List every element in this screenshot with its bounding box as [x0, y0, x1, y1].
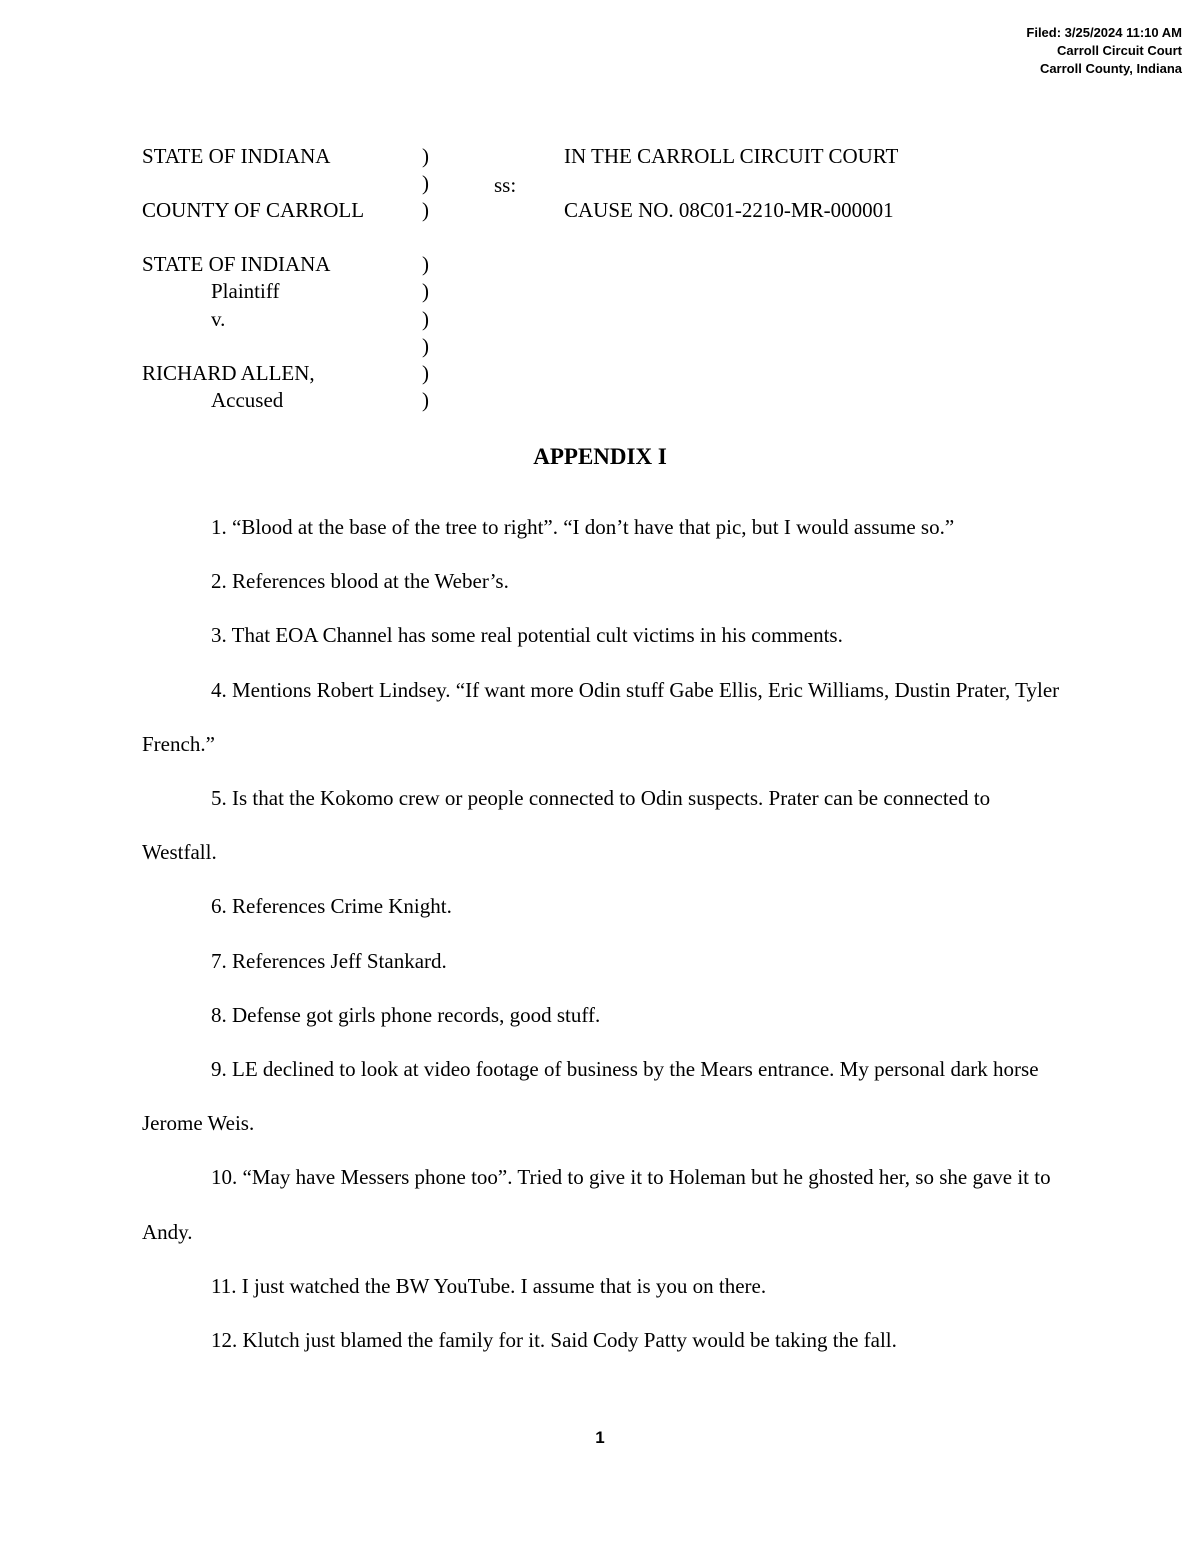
filing-stamp-court: Carroll Circuit Court [1057, 43, 1182, 58]
list-item: 3. That EOA Channel has some real potential cult victims in his comments. [211, 623, 843, 648]
appendix-list [142, 500, 1062, 1367]
list-item: 2. References blood at the Weber’s. [211, 569, 509, 594]
caption-court: IN THE CARROLL CIRCUIT COURT [564, 144, 899, 168]
list-item: 10. “May have Messers phone too”. Tried to give it to Holeman but he ghosted her, so she gave it to Andy. [142, 1165, 1051, 1244]
caption-cause-number: CAUSE NO. 08C01-2210-MR-000001 [564, 198, 894, 222]
filing-stamp-county: Carroll County, Indiana [1039, 61, 1182, 76]
plaintiff-role: Plaintiff [211, 279, 280, 303]
caption-state: STATE OF INDIANA [142, 144, 331, 168]
caption-ss: ss: [494, 173, 517, 197]
caption-paren: ) [422, 307, 429, 331]
appendix-heading: APPENDIX I [533, 444, 667, 469]
list-item: 11. I just watched the BW YouTube. I assume that is you on there. [211, 1273, 767, 1298]
defendant-name: RICHARD ALLEN, [142, 361, 315, 385]
list-item: 8. Defense got girls phone records, good stuff. [211, 1002, 601, 1027]
caption-paren: ) [422, 252, 429, 276]
list-item: 9. LE declined to look at video footage of business by the Mears entrance. My personal dark horse Jerome Weis. [142, 1057, 1039, 1136]
list-item: 7. References Jeff Stankard. [211, 948, 447, 973]
caption-paren: ) [422, 171, 429, 195]
list-item: 4. Mentions Robert Lindsey. “If want more Odin stuff Gabe Ellis, Eric Williams, Dustin Prater, Tyler French.” [142, 677, 1060, 756]
filing-stamp-date: Filed: 3/25/2024 11:10 AM [1026, 25, 1182, 40]
plaintiff-name: STATE OF INDIANA [142, 252, 331, 276]
caption-paren: ) [422, 198, 429, 222]
list-item: 12. Klutch just blamed the family for it. Said Cody Patty would be taking the fall. [211, 1328, 897, 1353]
defendant-role: Accused [211, 388, 284, 412]
page-number: 1 [595, 1428, 605, 1447]
caption-county: COUNTY OF CARROLL [142, 198, 365, 222]
list-item: 1. “Blood at the base of the tree to right”. “I don’t have that pic, but I would assume so.” [211, 515, 955, 539]
caption-paren: ) [422, 144, 429, 168]
versus: v. [211, 307, 226, 331]
list-item: 6. References Crime Knight. [211, 894, 452, 919]
list-item: 5. Is that the Kokomo crew or people connected to Odin suspects. Prater can be connected to Westfall. [142, 786, 991, 865]
caption-paren: ) [422, 388, 429, 412]
caption-paren: ) [422, 279, 429, 303]
caption-paren: ) [422, 334, 429, 358]
filing-stamp [1026, 24, 1182, 78]
caption-paren: ) [422, 361, 429, 385]
